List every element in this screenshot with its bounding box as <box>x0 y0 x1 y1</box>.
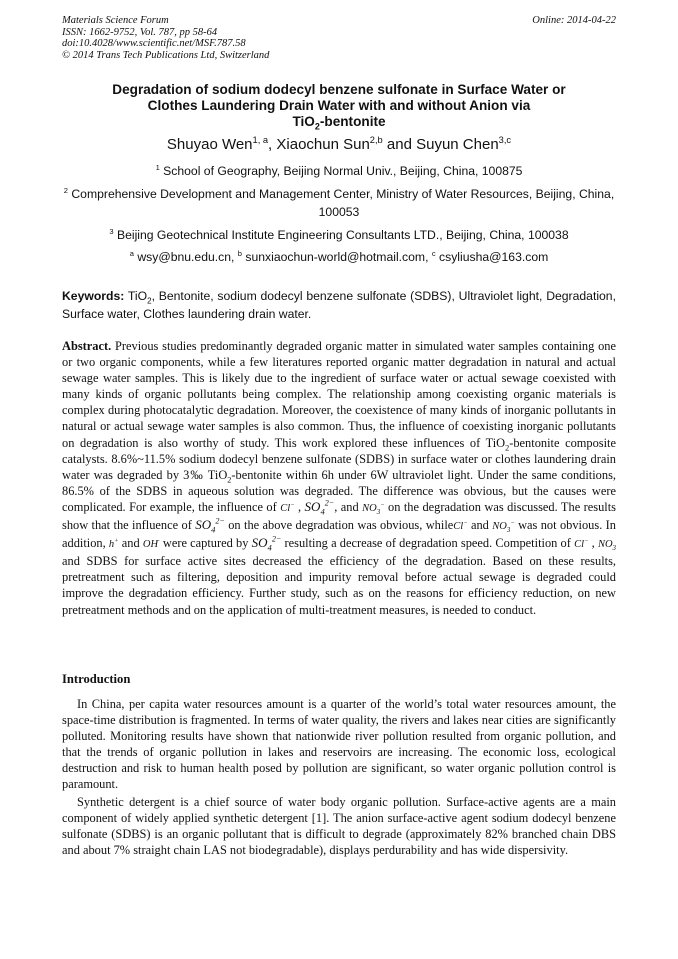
intro-paragraph-2: Synthetic detergent is a chief source of water body organic pollution. Surface-active agents are a main component of widely applied synthetic detergent [1]. The anion surface-active agent sodium dodecyl benzene sulfonate (SDBS) is an organic pollutant that is difficult to degrade (approximately 82% branched chain DBS and about 7% straight chain LAS not biodegradable), displays perdurability and has wide dispersivity. <box>62 795 616 858</box>
email-link[interactable]: sunxiaochun-world@hotmail.com, <box>245 250 432 264</box>
journal-header <box>62 15 269 61</box>
author-name: Xiaochun Sun <box>276 136 370 153</box>
chloride-formula: Cl− <box>453 519 468 533</box>
title-line-1: Degradation of sodium dodecyl benzene sulfonate in Surface Water or <box>112 82 566 97</box>
journal-name: Materials Science Forum <box>62 15 169 26</box>
affiliation-3: $^3$ Beijing Geotechnical Institute Engineering Consultants LTD., Beijing, China, 100038 <box>109 226 569 242</box>
sulfate-formula: $SO_4^{2-}$ <box>304 498 335 517</box>
copyright-line: © 2014 Trans Tech Publications Ltd, Switzerland <box>62 49 270 61</box>
nitrate-formula: $NO_3^-$ <box>362 501 385 517</box>
keywords: Keywords: TiO$_2$, Bentonite, sodium dodecyl benzene sulfonate (SDBS), Ultraviolet light, Degradation, Surface water, Clothes laundering drain water. <box>62 289 616 321</box>
chloride-formula: Cl− <box>574 537 589 551</box>
author-name: Suyun Chen <box>416 136 499 153</box>
abstract: Abstract. Previous studies predominantly degraded organic matter in simulated water samples containing one or two organic components, while a few literatures reported organic matter degradation in natural and actual sewage water samples. This is likely due to the ingredient of surface water or actual sewage coexisted with many kinds of organic pollutants being complex. The relationship among coexisting organic materials is complex during photocatalytic degradation. Moreover, the coexistence of many kinds of inorganic pollutants in natural or actual sewage water samples is also common. Thus, the influence of coexisting inorganic pollutants on degradation is also worthy of study. This work explored these influences of TiO$_2$-bentonite composite catalysts. 8.6%~11.5% sodium dodecyl benzene sulfonate (SDBS) in surface water or clothes laundering drain water was degraded by 3‰ TiO$_2$-bentonite within 6h under 6W ultraviolet light. Under the same conditions, 86.5% of the SDBS in aqueous solution was degraded. The difference was obvious, but the causes were complicated. For example, the influence of Cl− , $SO_4^{2-}$, and $NO_3^-$ on the degradation was discussed. The results show that the influence of $SO_4^{2-}$ on the above degradation was obvious, whileCl− and $NO_3^-$ was not obvious. In addition, h+ and OH· were captured by $SO_4^{2-}$ resulting a decrease of degradation speed. Competition of Cl− , $NO_3$ and SDBS for surface active sites decreased the efficiency of the degradation. Based on these results, pretreatment such as filtering, deposition and impurity removal before actual sewage is degraded could improve the degradation efficiency. Further study, such as on the reasons for efficiency reduction, on new pretreatment methods and on the application of multi-treatment measures, is needed to conduct. <box>62 339 617 617</box>
section-heading-introduction: Introduction <box>62 672 131 686</box>
sulfate-formula: $SO_4^{2-}$ <box>195 516 225 535</box>
hole-formula: h+ <box>108 537 119 551</box>
issn-line: ISSN: 1662-9752, Vol. 787, pp 58-64 <box>62 26 218 38</box>
title-line-2: Clothes Laundering Drain Water with and without Anion via <box>147 98 531 113</box>
author-list: Shuyao Wen$^{1, a}$, Xiaochun Sun$^{2,b}$ and Suyun Chen$^{3,c}$ <box>166 135 512 153</box>
intro-paragraph-1: In China, per capita water resources amount is a quarter of the world’s total water resources amount, the space-time distribution is fragmented. In terms of water quality, the rivers and lakes near cities are significantly polluted. Monitoring results have shown that nationwide river pollution resulted from organic pollution, and that the trends of organic pollution in lakes and reservoirs are increasing. The economic loss, ecological destruction and risk to human health posed by pollution are significant, so water organic pollution control is paramount. <box>62 697 616 792</box>
author-name: Shuyao Wen <box>166 136 253 153</box>
email-link[interactable]: csyliusha@163.com <box>439 250 549 264</box>
nitrate-formula: $NO_3$ <box>597 539 616 553</box>
nitrate-formula: $NO_3^-$ <box>492 519 515 535</box>
hydroxyl-radical-formula: OH· <box>142 537 160 551</box>
doi-line[interactable]: doi:10.4028/www.scientific.net/MSF.787.58 <box>62 38 246 49</box>
affiliation-1: $^1$ School of Geography, Beijing Normal Univ., Beijing, China, 100875 <box>155 162 523 178</box>
sulfate-formula: $SO_4^{2-}$ <box>251 534 282 553</box>
paper-title <box>62 82 616 130</box>
abstract-label: Abstract. <box>62 339 112 353</box>
affiliation-2: $^2$ Comprehensive Development and Management Center, Ministry of Water Resources, Beijing, China, 100053 <box>63 185 615 219</box>
online-date: Online: 2014-04-22 <box>532 15 616 26</box>
email-link[interactable]: wsy@bnu.edu.cn, <box>137 250 238 264</box>
chloride-formula: Cl− <box>280 501 295 514</box>
title-line-3: TiO$_2$-bentonite <box>292 114 386 132</box>
keywords-label: Keywords: <box>62 289 125 303</box>
email-line: $^a$ wsy@bnu.edu.cn, $^b$ sunxiaochun-world@hotmail.com, $^c$ csyliusha@163.com <box>129 248 549 264</box>
